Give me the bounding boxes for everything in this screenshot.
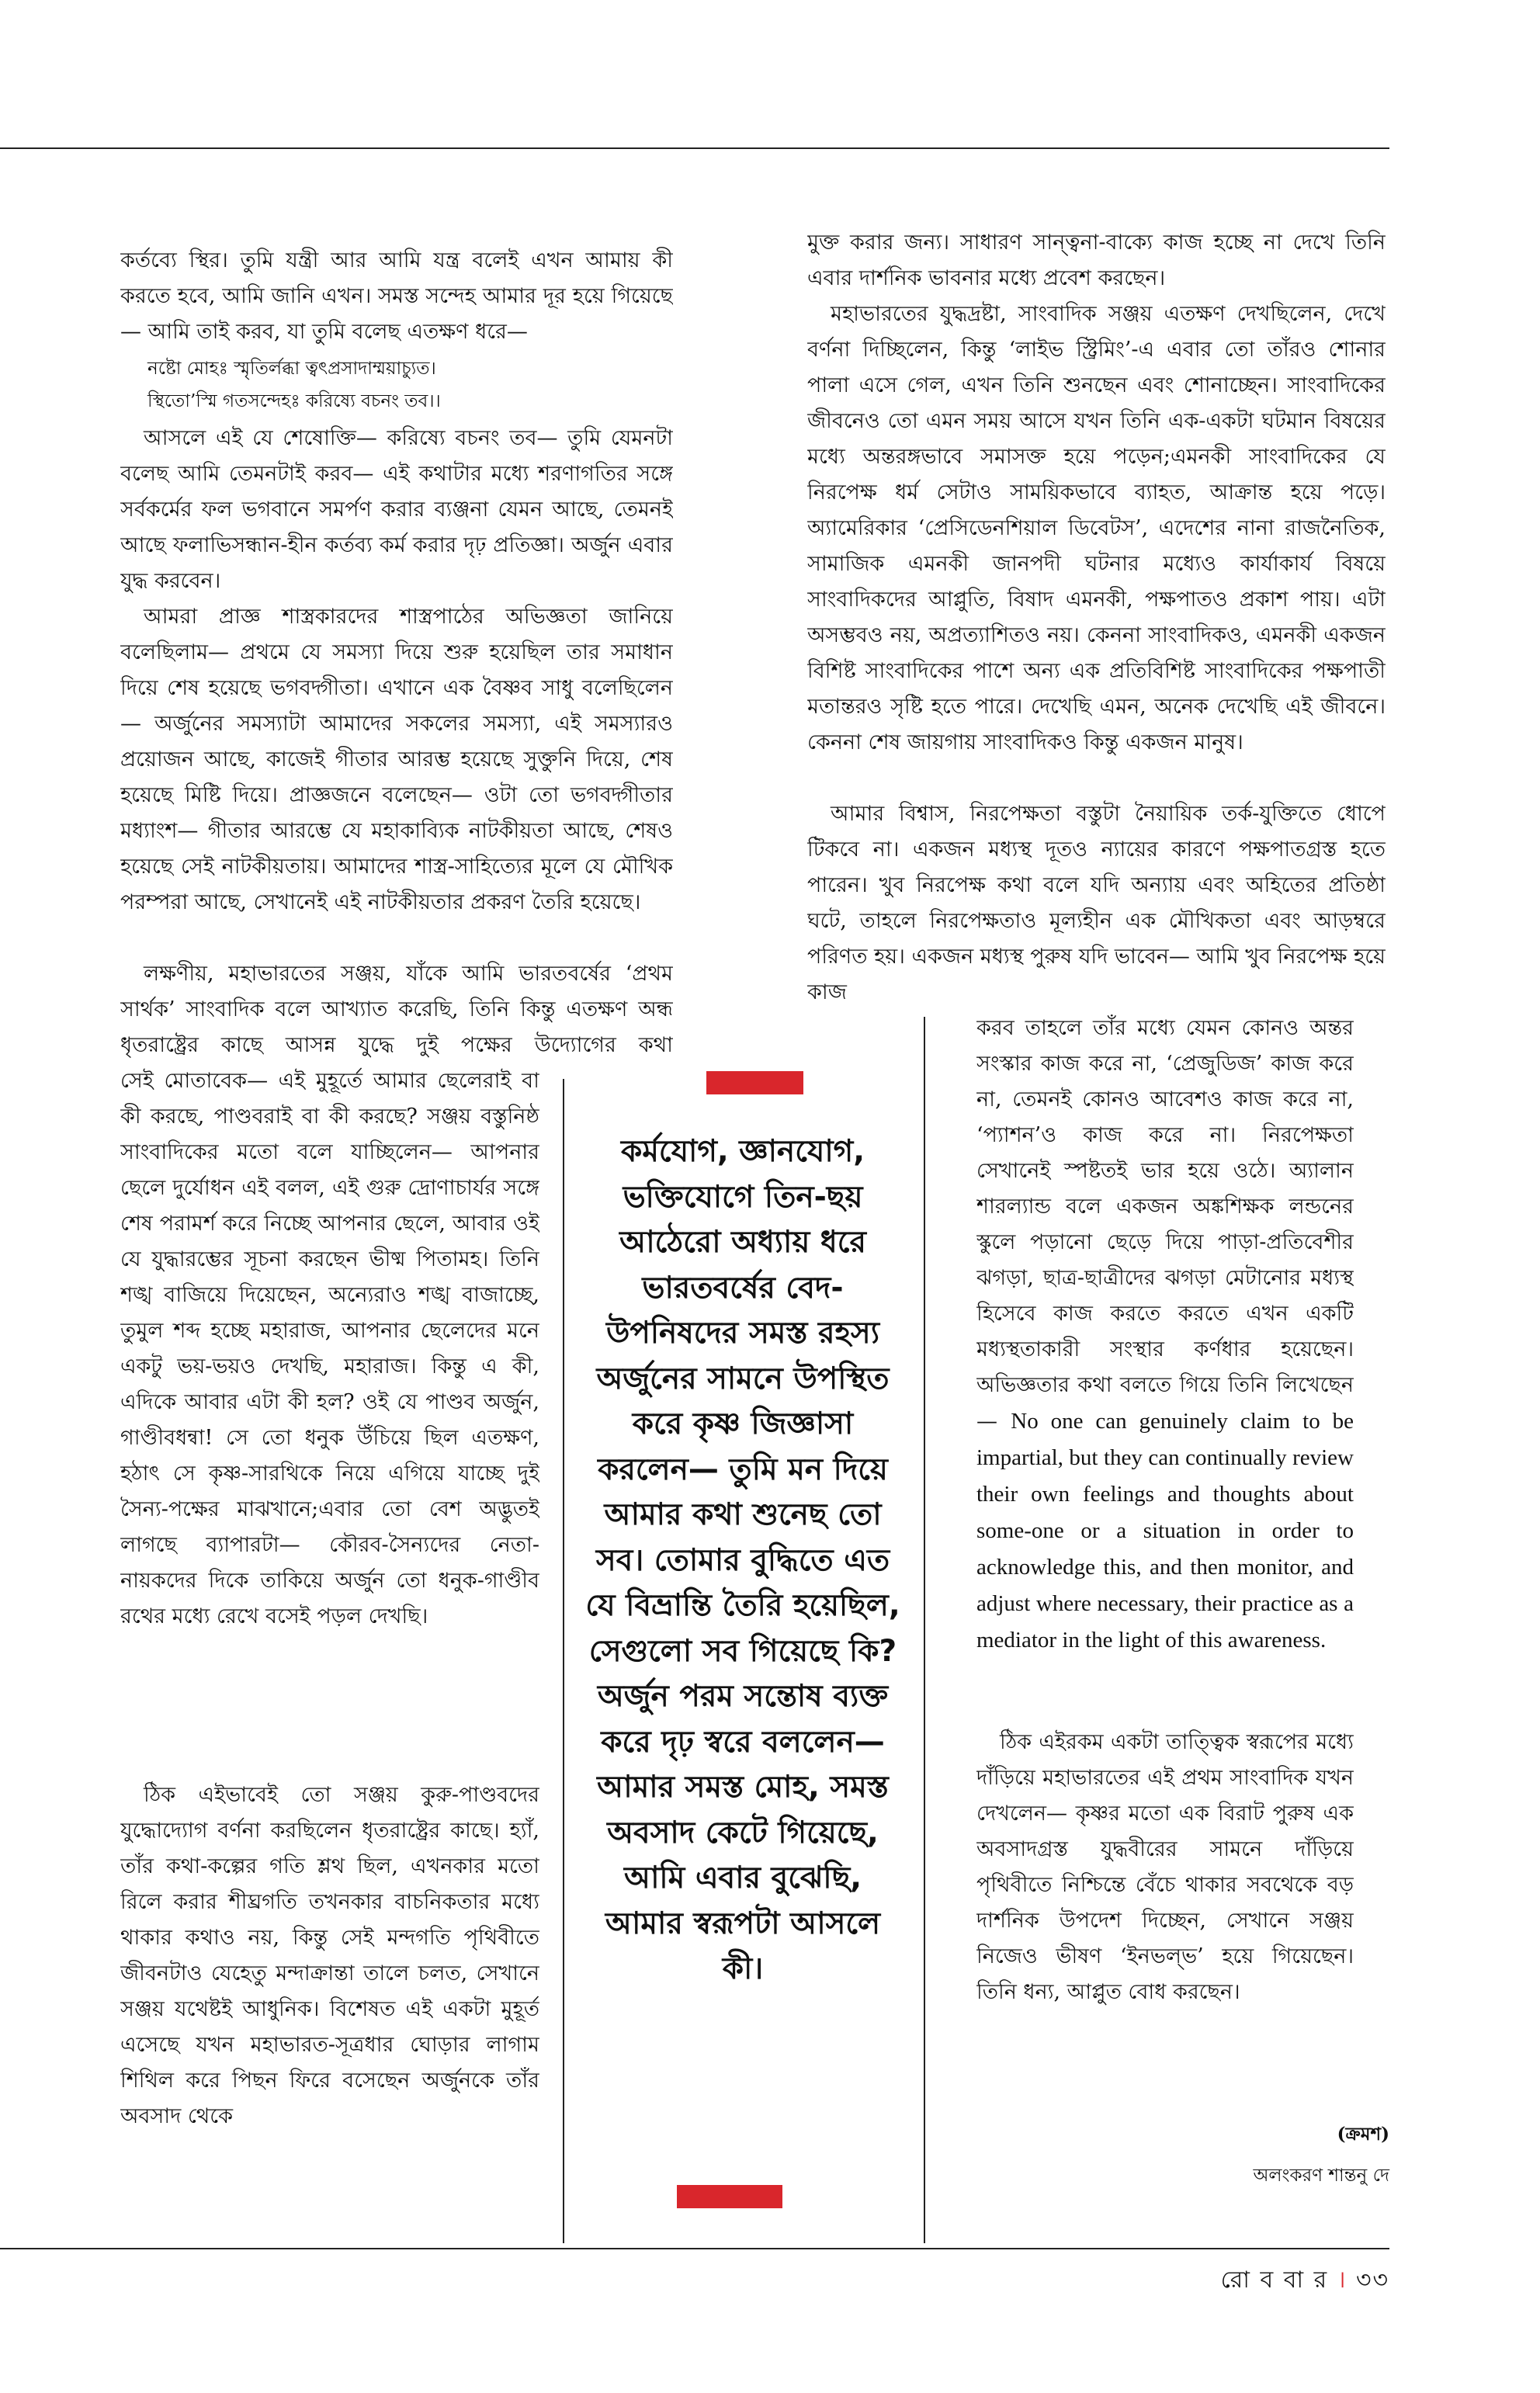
page-folio — [1195, 2265, 1389, 2296]
sanskrit-verse — [147, 352, 536, 418]
pull-quote-top-bar — [706, 1071, 803, 1094]
verse-line-2: স্থিতো’স্মি গতসন্দেহঃ করিষ্যে বচনং তব।। — [147, 391, 441, 411]
pull-quote-bottom-bar — [677, 2185, 782, 2208]
left-para-4: লক্ষণীয়, মহাভারতের সঞ্জয়, যাঁকে আমি ভারতবর্ষের ‘প্রথম সার্থক’ সাংবাদিক বলে আখ্যাত করেছি, তিনি কিন্তু এতক্ষণ অন্ধ ধৃতরাষ্ট্রের কাছে আসন্ন যুদ্ধে দুই পক্ষের উদ্যোগের কথা — [120, 962, 673, 1057]
right-column-divider — [924, 1017, 925, 2243]
magazine-name: রো ব বা র — [1220, 2266, 1329, 2294]
right-para-3: আমার বিশ্বাস, নিরপেক্ষতা বস্তুটা নৈয়ায়িক তর্ক-যুক্তিতে ধোপে টিকবে না। একজন মধ্যস্থ দূতও ন্যায়ের কারণে পক্ষপাতগ্রস্ত হতে পারেন। খুব নিরপেক্ষ কথা বলে যদি অন্যায় এবং অহিতের প্রতিষ্ঠা ঘটে, তাহলে নিরপেক্ষতাও মূল্যহীন এক মৌখিকতা এবং আড়ম্বরে পরিণত হয়। একজন মধ্যস্থ পুরুষ যদি ভাবেন— আমি খুব নিরপেক্ষ হয়ে কাজ — [807, 802, 1386, 1004]
english-quotation: No one can genuinely claim to be impartial, but they can continually review their own feelings and thoughts about some-one or a situation in order to acknowledge this, and then monitor, and adjust where necessary, their practice as a mediator in the light of this awareness. — [976, 1409, 1354, 1653]
right-para-1: মুক্ত করার জন্য। সাধারণ সান্ত্বনা-বাক্যে কাজ হচ্ছে না দেখে তিনি এবার দার্শনিক ভাবনার মধ্যে প্রবেশ করছেন। — [807, 231, 1386, 290]
verse-line-1: নষ্টো মোহঃ স্মৃতির্লব্ধা ত্বৎপ্রসাদাম্ময়াচ্যুত। — [147, 359, 436, 379]
right-narrow-para-2: ঠিক এইরকম একটা তাত্ত্বিক স্বরূপের মধ্যে দাঁড়িয়ে মহাভারতের এই প্রথম সাংবাদিক যখন দেখলেন— কৃষ্ণর মতো এক বিরাট পুরুষ এক অবসাদগ্রস্ত যুদ্ধবীরের সামনে দাঁড়িয়ে পৃথিবীতে নিশ্চিন্তে বেঁচে থাকার সবথেকে বড় দার্শনিক উপদেশ দিচ্ছেন, সেখানে সঞ্জয় নিজেও ভীষণ ‘ইনভল্ভ’ হয়ে গিয়েছেন। তিনি ধন্য, আপ্লুত বোধ করছেন। — [976, 1730, 1354, 2004]
right-para-2: মহাভারতের যুদ্ধদ্রষ্টা, সাংবাদিক সঞ্জয় এতক্ষণ দেখছিলেন, দেখে বর্ণনা দিচ্ছিলেন, কিন্তু ‘লাইভ স্ট্রিমিং’-এ এবার তো তাঁরও শোনার পালা এসে গেল, এখন তিনি শুনছেন এবং শোনাচ্ছেন। সাংবাদিকের জীবনেও তো এমন সময় আসে যখন তিনি এক-একটা ঘটমান বিষয়ের মধ্যে অন্তরঙ্গভাবে সমাসক্ত হয়ে পড়েন;এমনকী সাংবাদিকের যে নিরপেক্ষ ধর্ম সেটাও সাময়িকভাবে ব্যাহত, আক্রান্ত হয়ে পড়ে। অ্যামেরিকার ‘প্রেসিডেনশিয়াল ডিবেটস’, এদেশের নানা রাজনৈতিক, সামাজিক এমনকী জানপদী ঘটনার মধ্যেও কার্যাকার্য বিষয়ে সাংবাদিকদের আপ্লুতি, বিষাদ এমনকী, পক্ষপাতও প্রকাশ পায়। এটা অসম্ভবও নয়, অপ্রত্যাশিতও নয়। কেননা সাংবাদিকও, এমনকী একজন বিশিষ্ট সাংবাদিকের পাশে অন্য এক প্রতিবিশিষ্ট সাংবাদিকের পক্ষপাতী মতান্তরও সৃষ্টি হতে পারে। দেখেছি এমন, অনেক দেখেছি এই জীবনে। কেননা শেষ জায়গায় সাংবাদিকও কিন্তু একজন মানুষ। — [807, 302, 1386, 754]
right-narrow-bengali-text: করব তাহলে তাঁর মধ্যে যেমন কোনও অন্তর সংস্কার কাজ করে না, ‘প্রেজুডিজ’ কাজ করে না, তেমনই কোনও আবেশও কাজ করে না, ‘প্যাশন’ও কাজ করে না। নিরপেক্ষতা সেখানেই স্পষ্টতই ভার হয়ে ওঠে। অ্যালান শারল্যান্ড বলে একজন অঙ্কশিক্ষক লন্ডনের স্কুলে পড়ানো ছেড়ে দিয়ে পাড়া-প্রতিবেশীর ঝগড়া, ছাত্র-ছাত্রীদের ঝগড়া মেটানোর মধ্যস্থ হিসেবে কাজ করতে করতে এখন একটি মধ্যস্থতাকারী সংস্থার কর্ণধার হয়েছেন। অভিজ্ঞতার কথা বলতে গিয়ে তিনি লিখেছেন— — [976, 1016, 1354, 1434]
left-para-3: আমরা প্রাজ্ঞ শাস্ত্রকারদের শাস্ত্রপাঠের অভিজ্ঞতা জানিয়ে বলেছিলাম— প্রথমে যে সমস্যা দিয়ে শুরু হয়েছিল তার সমাধান দিয়ে শেষ হয়েছে ভগবদ্গীতা। এখানে এক বৈষ্ণব সাধু বলেছিলেন— অর্জুনের সমস্যাটা আমাদের সকলের সমস্যা, এই সমস্যারও প্রয়োজন আছে, কাজেই গীতার আরম্ভ হয়েছে সুক্তুনি দিয়ে, শেষ হয়েছে মিষ্টি দিয়ে। প্রাজ্ঞজনে বলেছেন— ওটা তো ভগবদ্গীতার মধ্যাংশ— গীতার আরম্ভে যে মহাকাব্যিক নাটকীয়তা আছে, শেষও হয়েছে সেই নাটকীয়তায়। আমাদের শাস্ত্র-সাহিত্যের মূলে যে মৌখিক পরম্পরা আছে, সেখানেই এই নাটকীয়তার প্রকরণ তৈরি হয়েছে। — [120, 605, 673, 914]
left-narrow-para-2: ঠিক এইভাবেই তো সঞ্জয় কুরু-পাণ্ডবদের যুদ্ধোদ্যোগ বর্ণনা করছিলেন ধৃতরাষ্ট্রের কাছে। হ্যাঁ, তাঁর কথা-কল্পের গতি শ্লথ ছিল, এখনকার মতো রিলে করার শীঘ্রগতি তখনকার বাচনিকতার মধ্যে থাকার কথাও নয়, কিন্তু সেই মন্দগতি পৃথিবীতে জীবনটাও যেহেতু মন্দাক্রান্তা তালে চলত, সেখানে সঞ্জয় যথেষ্টই আধুনিক। বিশেষত এই একটা মুহূর্ত এসেছে যখন মহাভারত-সূত্রধার ঘোড়ার লাগাম শিথিল করে পিছন ফিরে বসেছেন অর্জুনকে তাঁর অবসাদ থেকে — [120, 1783, 539, 2128]
right-narrow-para-1 — [976, 1011, 1354, 1725]
page-number: ৩৩ — [1355, 2266, 1389, 2294]
left-para-2: আসলে এই যে শেষোক্তি— করিষ্যে বচনং তব— তুমি যেমনটা বলেছ আমি তেমনটাই করব— এই কথাটার মধ্যে শরণাগতির সঙ্গে সর্বকর্মের ফল ভগবানে সমর্পণ করার ব্যঞ্জনা যেমন আছে, তেমনই আছে ফলাভিসন্ধান-হীন কর্তব্য কর্ম করার দৃঢ় প্রতিজ্ঞা। অর্জুন এবার যুদ্ধ করবেন। — [120, 426, 673, 593]
pull-quote: কর্মযোগ, জ্ঞানযোগ, ভক্তিযোগে তিন-ছয় আঠেরো অধ্যায় ধরে ভারতবর্ষের বেদ-উপনিষদের সমস্ত রহস্য অর্জুনের সামনে উপস্থিত করে কৃষ্ণ জিজ্ঞাসা করলেন— তুমি মন দিয়ে আমার কথা শুনেছ তো সব। তোমার বুদ্ধিতে এত যে বিভ্রান্তি তৈরি হয়েছিল, সেগুলো সব গিয়েছে কি? অর্জুন পরম সন্তোষ ব্যক্ত করে দৃঢ় স্বরে বললেন— আমার সমস্ত মোহ, সমস্ত অবসাদ কেটে গিয়েছে, আমি এবার বুঝেছি, আমার স্বরূপটা আসলে কী। — [585, 1134, 900, 1986]
left-narrow-para-1: সেই মোতাবেক— এই মুহূর্তে আমার ছেলেরাই বা কী করছে, পাণ্ডবরাই বা কী করছে? সঞ্জয় বস্তুনিষ্ঠ সাংবাদিকের মতো বলে যাচ্ছিলেন— আপনার ছেলে দুর্যোধন এই বলল, এই গুরু দ্রোণাচার্যর সঙ্গে শেষ পরামর্শ করে নিচ্ছে আপনার ছেলে, আবার ওই যে যুদ্ধারম্ভের সূচনা করছেন ভীষ্ম পিতামহ। তিনি শঙ্খ বাজিয়ে দিয়েছেন, অন্যেরাও শঙ্খ বাজাচ্ছে, তুমুল শব্দ হচ্ছে মহারাজ, আপনার ছেলেদের মনে একটু ভয়-ভয়ও দেখছি, মহারাজ। কিন্তু এ কী, এদিকে আবার এটা কী হল? ওই যে পাণ্ডব অর্জুন, গাণ্ডীবধন্বা! সে তো ধনুক উঁচিয়ে ছিল এতক্ষণ, হঠাৎ সে কৃষ্ণ-সারথিকে নিয়ে এগিয়ে যাচ্ছে দুই সৈন্য-পক্ষের মাঝখানে;এবার তো বেশ অদ্ভুতই লাগছে ব্যাপারটা— কৌরব-সৈন্যদের নেতা-নায়কদের দিকে তাকিয়ে অর্জুন তো ধনুক-গাণ্ডীব রথের মধ্যে রেখে বসেই পড়ল দেখছি। — [120, 1069, 539, 1628]
left-para-1: কর্তব্যে স্থির। তুমি যন্ত্রী আর আমি যন্ত্র বলেই এখন আমায় কী করতে হবে, আমি জানি এখন। সমস্ত সন্দেহ আমার দূর হয়ে গিয়েছে— আমি তাই করব, যা তুমি বলেছ এতক্ষণ ধরে— — [120, 248, 673, 344]
left-column-divider — [563, 1079, 564, 2243]
continued-note: (ক্রমশ) — [1337, 2124, 1389, 2145]
top-rule — [0, 147, 1389, 149]
bottom-rule — [0, 2248, 1389, 2249]
illustration-credit: অলংকরণ শান্তনু দে — [1253, 2166, 1389, 2186]
folio-separator: । — [1337, 2266, 1348, 2294]
